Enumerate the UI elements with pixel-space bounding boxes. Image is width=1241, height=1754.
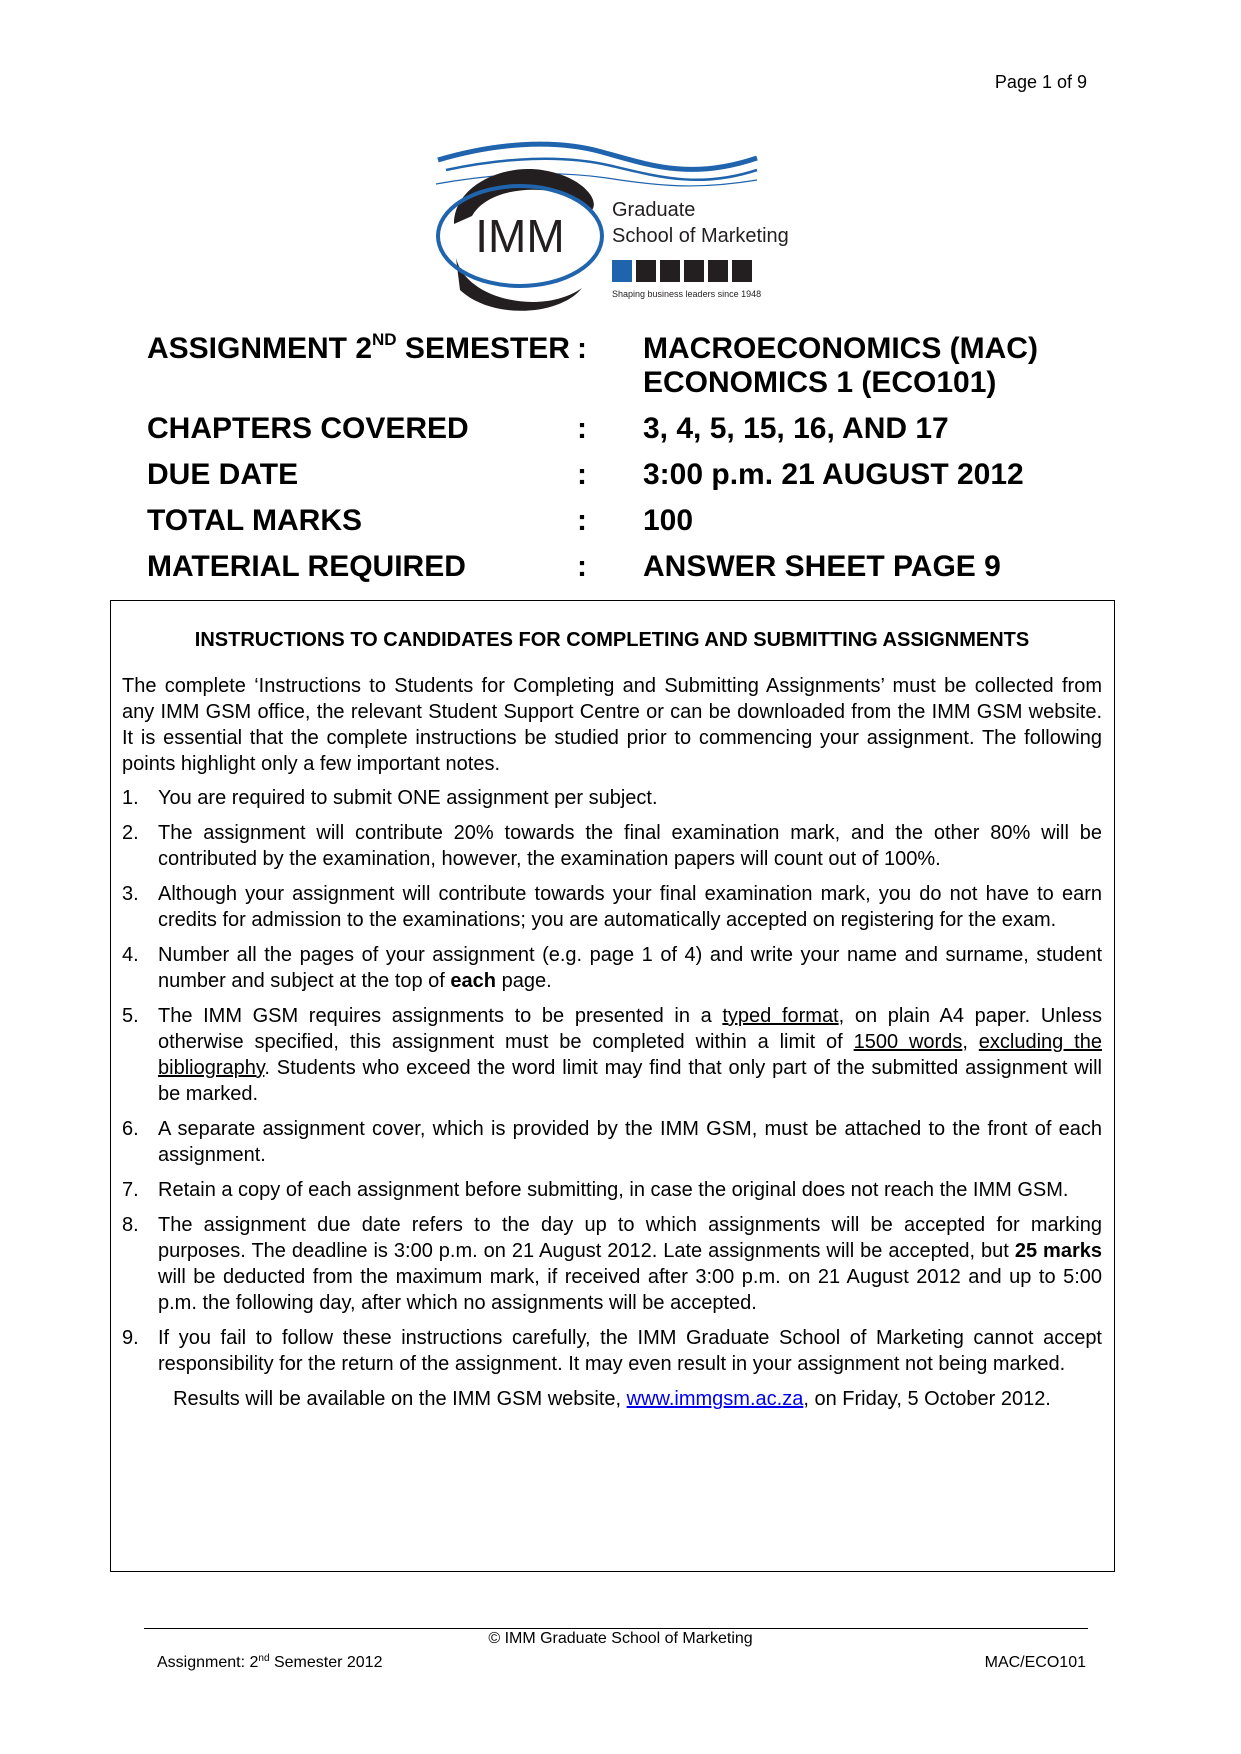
item-text: Although your assignment will contribute towards your final examination mark, you do not have to earn credits for admission to the examinations; you are automatically accepted on registering for the exam. <box>158 883 1102 931</box>
colon: : <box>577 332 587 365</box>
instructions-list <box>122 785 1102 1377</box>
info-row-chapters <box>147 412 1047 446</box>
footer-assignment: Assignment: 2nd Semester 2012 <box>157 1653 383 1671</box>
due-date-label: DUE DATE <box>147 458 299 491</box>
subject-value <box>643 332 1047 400</box>
info-row-due-date <box>147 458 1047 492</box>
list-item <box>122 1212 1102 1316</box>
instructions-box <box>110 600 1115 1572</box>
item-text: The assignment will contribute 20% towards the final examination mark, and the other 80% will be contributed by the examination, however, the examination papers will count out of 100%. <box>158 822 1102 870</box>
instructions-title: INSTRUCTIONS TO CANDIDATES FOR COMPLETING AND SUBMITTING ASSIGNMENTS <box>194 629 1030 651</box>
logo-square <box>636 260 656 282</box>
results-note: Results will be available on the IMM GSM website, www.immgsm.ac.za, on Friday, 5 October 2012. <box>173 1388 1051 1410</box>
logo-abbr: IMM <box>475 210 565 262</box>
item-number: 7. <box>122 1179 139 1201</box>
info-row-material <box>147 550 1047 584</box>
item-text: A separate assignment cover, which is provided by the IMM GSM, must be attached to the front of each assignment. <box>158 1118 1102 1166</box>
logo-square <box>708 260 728 282</box>
colon: : <box>577 412 587 445</box>
subject-line-1: MACROECONOMICS (MAC) <box>643 332 1038 365</box>
footer-subject-code: MAC/ECO101 <box>984 1654 1086 1671</box>
item-number: 3. <box>122 883 139 905</box>
material-label: MATERIAL REQUIRED <box>147 550 466 583</box>
total-marks-value: 100 <box>643 504 694 537</box>
item-number: 8. <box>122 1214 139 1236</box>
assignment-info <box>147 332 1047 596</box>
logo-square <box>684 260 704 282</box>
list-item <box>122 785 1102 811</box>
item-text: You are required to submit ONE assignment per subject. <box>158 787 658 809</box>
chapters-value: 3, 4, 5, 15, 16, AND 17 <box>643 412 949 445</box>
item-text: If you fail to follow these instructions carefully, the IMM Graduate School of Marketing cannot accept responsibility for the return of the assignment. It may even result in your assignment not being marked. <box>158 1327 1102 1375</box>
item-text: Number all the pages of your assignment (e.g. page 1 of 4) and write your name and surname, student number and subject at the top of each page. <box>158 944 1102 992</box>
list-item <box>122 1177 1102 1203</box>
total-marks-label: TOTAL MARKS <box>147 504 362 537</box>
info-row-total-marks <box>147 504 1047 538</box>
website-link[interactable]: www.immgsm.ac.za <box>626 1388 804 1410</box>
item-text: The IMM GSM requires assignments to be presented in a typed format, on plain A4 paper. Unless otherwise specified, this assignment must be completed within a limit of 1500 words, excluding the bibliography. Students who exceed the word limit may find that only part of the submitted assignment will be marked. <box>158 1005 1102 1105</box>
chapters-label: CHAPTERS COVERED <box>147 412 469 445</box>
subject-line-2: ECONOMICS 1 (ECO101) <box>643 366 997 399</box>
item-number: 6. <box>122 1118 139 1140</box>
item-number: 5. <box>122 1005 139 1027</box>
list-item <box>122 1325 1102 1377</box>
item-number: 1. <box>122 787 139 809</box>
imm-gsm-logo <box>432 140 804 332</box>
logo-square <box>612 260 632 282</box>
item-text: The assignment due date refers to the day up to which assignments will be accepted for marking purposes. The deadline is 3:00 p.m. on 21 August 2012. Late assignments will be accepted, but 25 marks will be deducted from the maximum mark, if received after 3:00 p.m. on 21 August 2012 and up to 5:00 p.m. the following day, after which no assignments will be accepted. <box>158 1214 1102 1314</box>
instructions-intro: The complete ‘Instructions to Students for Completing and Submitting Assignments’ must be collected from any IMM GSM office, the relevant Student Support Centre or can be downloaded from the IMM GSM website. It is essential that the complete instructions be studied prior to commencing your assignment. The following points highlight only a few important notes. <box>122 675 1102 775</box>
item-number: 9. <box>122 1327 139 1349</box>
logo-text-2: School of Marketing <box>612 225 789 247</box>
list-item <box>122 881 1102 933</box>
list-item <box>122 1116 1102 1168</box>
logo-tagline: Shaping business leaders since 1948 <box>612 289 762 299</box>
assignment-label: ASSIGNMENT 2ND SEMESTER <box>147 330 570 365</box>
footer-divider <box>144 1628 1088 1629</box>
list-item <box>122 1003 1102 1107</box>
info-row-assignment <box>147 332 1047 400</box>
due-date-value: 3:00 p.m. 21 AUGUST 2012 <box>643 458 1024 491</box>
item-number: 4. <box>122 944 139 966</box>
colon: : <box>577 504 587 537</box>
colon: : <box>577 458 587 491</box>
logo-wave-1 <box>438 144 757 169</box>
logo-square <box>732 260 752 282</box>
logo-text-1: Graduate <box>612 199 696 221</box>
list-item <box>122 942 1102 994</box>
page-number: Page 1 of 9 <box>994 72 1087 92</box>
colon: : <box>577 550 587 583</box>
item-number: 2. <box>122 822 139 844</box>
logo-square <box>660 260 680 282</box>
list-item <box>122 820 1102 872</box>
item-text: Retain a copy of each assignment before submitting, in case the original does not reach the IMM GSM. <box>158 1179 1069 1201</box>
footer-copyright: © IMM Graduate School of Marketing <box>488 1630 753 1647</box>
material-value: ANSWER SHEET PAGE 9 <box>643 550 1001 583</box>
